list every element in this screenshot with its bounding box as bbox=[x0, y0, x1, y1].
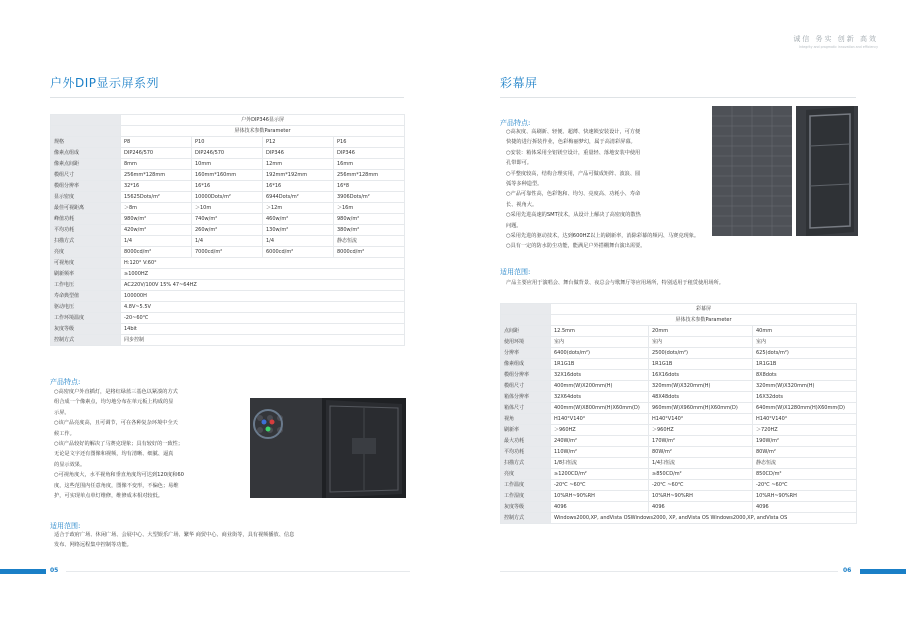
row-label: 像素点组成 bbox=[51, 148, 121, 159]
curtain-screen-photo bbox=[712, 106, 792, 236]
row-label: 点间距 bbox=[501, 326, 551, 337]
table-caption: 户外DIP346显示屏 bbox=[121, 115, 405, 126]
right-section-title: 彩幕屏 bbox=[500, 76, 538, 90]
table-cell: 16*8 bbox=[334, 181, 405, 192]
table-cell: 980w/m² bbox=[121, 214, 192, 225]
row-label: 工作湿度 bbox=[501, 491, 551, 502]
row-label: 工作环境温度 bbox=[51, 313, 121, 324]
table-cell: 32X64dots bbox=[551, 392, 649, 403]
table-cell: -20℃ ~60℃ bbox=[753, 480, 857, 491]
table-cell: 1/4 bbox=[121, 236, 192, 247]
table-cell: 130w/m² bbox=[263, 225, 334, 236]
table-cell: 256mm*128mm bbox=[121, 170, 192, 181]
table-row bbox=[51, 203, 405, 214]
table-cell: ＞960HZ bbox=[649, 425, 753, 436]
table-cell: 625(dots/m²) bbox=[753, 348, 857, 359]
right-footer-bar bbox=[860, 569, 906, 574]
led-module-photo bbox=[250, 398, 322, 498]
row-label: 控制方式 bbox=[501, 513, 551, 524]
row-label: 平均功耗 bbox=[501, 447, 551, 458]
table-subcaption-row bbox=[501, 315, 857, 326]
company-tagline-english: Integrity and pragmatic innovation and efficiency bbox=[799, 45, 878, 49]
table-cell: 12.5mm bbox=[551, 326, 649, 337]
table-cell: -20℃ ~60℃ bbox=[551, 480, 649, 491]
table-cell: 室内 bbox=[753, 337, 857, 348]
table-cell: 240W/m² bbox=[551, 436, 649, 447]
table-cell: 980w/m² bbox=[334, 214, 405, 225]
table-cell: 6400(dots/m²) bbox=[551, 348, 649, 359]
row-label: 驱动电压 bbox=[51, 302, 121, 313]
row-label: 亮度 bbox=[51, 247, 121, 258]
row-label: 模组分辨率 bbox=[51, 181, 121, 192]
table-cell: 260w/m² bbox=[192, 225, 263, 236]
left-footer-bar bbox=[0, 569, 46, 574]
feature-line: 的显示效果。 bbox=[54, 461, 86, 468]
table-cell: 室内 bbox=[551, 337, 649, 348]
feature-line: 问题。 bbox=[506, 222, 522, 229]
table-cell: ＞12m bbox=[263, 203, 334, 214]
feature-line: 度，这些范围内任意角度，图像不变形，不偏色；易维 bbox=[54, 482, 179, 489]
row-label: 刷新频率 bbox=[51, 269, 121, 280]
table-row bbox=[51, 181, 405, 192]
row-label: 分辨率 bbox=[501, 348, 551, 359]
table-caption-row bbox=[51, 115, 405, 126]
table-row bbox=[51, 258, 405, 269]
table-corner-cell bbox=[51, 115, 121, 126]
row-label: 可视角度 bbox=[51, 258, 121, 269]
feature-line: 长、视角大。 bbox=[506, 201, 538, 208]
table-row bbox=[501, 436, 857, 447]
table-row bbox=[501, 392, 857, 403]
curtain-frame-photo bbox=[796, 106, 858, 236]
table-row bbox=[501, 480, 857, 491]
feature-line: ○可视角度大，水平视角和垂直角度均可达到120度和60 bbox=[54, 472, 184, 479]
table-cell: ＞720HZ bbox=[753, 425, 857, 436]
table-cell: 6944Dots/m² bbox=[263, 192, 334, 203]
table-cell: 静态恒流 bbox=[334, 236, 405, 247]
left-usage-text bbox=[54, 530, 406, 551]
table-row bbox=[51, 159, 405, 170]
table-cell: DIP346 bbox=[263, 148, 334, 159]
table-cell: ＞960HZ bbox=[551, 425, 649, 436]
row-label: 显示密度 bbox=[51, 192, 121, 203]
table-cell: 4096 bbox=[753, 502, 857, 513]
row-label: 模组尺寸 bbox=[501, 381, 551, 392]
right-features-list bbox=[506, 127, 706, 252]
table-cell: 170W/m² bbox=[649, 436, 753, 447]
table-subcaption-row bbox=[51, 126, 405, 137]
row-label: 视角 bbox=[501, 414, 551, 425]
table-cell: 7000cd/m² bbox=[192, 247, 263, 258]
table-subcaption: 屏体技术参数Parameter bbox=[551, 315, 857, 326]
row-label: 模组尺寸 bbox=[51, 170, 121, 181]
table-row bbox=[501, 425, 857, 436]
row-label: 工作温度 bbox=[501, 480, 551, 491]
table-corner-cell bbox=[51, 126, 121, 137]
table-row bbox=[51, 269, 405, 280]
table-cell: 8000cd/m² bbox=[334, 247, 405, 258]
feature-line: ○具有一定的防水防尘功能，能满足户外搭棚舞台演出需要。 bbox=[506, 243, 646, 250]
table-row bbox=[51, 313, 405, 324]
table-row bbox=[51, 324, 405, 335]
feature-line: 示屏。 bbox=[54, 409, 70, 416]
table-cell: 320mm(W)X320mm(H) bbox=[649, 381, 753, 392]
table-cell: P12 bbox=[263, 137, 334, 148]
row-label: 箱体分辨率 bbox=[501, 392, 551, 403]
right-usage-heading: 适用范围: bbox=[500, 268, 531, 276]
table-cell: DIP346 bbox=[334, 148, 405, 159]
company-tagline: 诚信 务实 创新 高效 bbox=[793, 35, 878, 43]
table-row bbox=[51, 247, 405, 258]
usage-line: 适合于政府广场、休闲广场、会展中心、大型娱乐广场、繁华 商贸中心、商业街等，具有视频播放、信息 bbox=[54, 532, 295, 538]
table-row bbox=[501, 458, 857, 469]
left-features-list bbox=[54, 387, 234, 501]
table-cell: ≥850CD/m² bbox=[649, 469, 753, 480]
table-row bbox=[51, 137, 405, 148]
table-cell: 3906Dots/m² bbox=[334, 192, 405, 203]
table-cell: 320mm(W)X320mm(H) bbox=[753, 381, 857, 392]
table-cell: P16 bbox=[334, 137, 405, 148]
feature-line: ○高密度户外直插灯，是将红绿蓝三基色以紧凑的方式 bbox=[54, 389, 178, 395]
feature-line: ○该产品较好的解决了马赛克现象；具有较好的一致性； bbox=[54, 441, 184, 448]
table-cell: 20mm bbox=[649, 326, 753, 337]
table-cell: 10%RH~90%RH bbox=[649, 491, 753, 502]
table-cell: 400mm(W)X800mm(H)X60mm(D) bbox=[551, 403, 649, 414]
table-cell: 100000H bbox=[121, 291, 405, 302]
table-row bbox=[501, 502, 857, 513]
row-label: 灰度等级 bbox=[501, 502, 551, 513]
row-label: 控制方式 bbox=[51, 335, 121, 346]
table-cell: 960mm(W)X960mm(H)X60mm(D) bbox=[649, 403, 753, 414]
table-cell: 40mm bbox=[753, 326, 857, 337]
table-cell: ＞8m bbox=[121, 203, 192, 214]
feature-line: 快捷的进行拆装作业，色彩梅丽梦幻，属于高清彩屏幕。 bbox=[506, 139, 636, 146]
row-label: 刷新率 bbox=[501, 425, 551, 436]
table-cell: AC220V/100V 15% 47~64HZ bbox=[121, 280, 405, 291]
table-cell: 16mm bbox=[334, 159, 405, 170]
table-cell: ≥1200CD/m² bbox=[551, 469, 649, 480]
table-cell: 15625Dots/m² bbox=[121, 192, 192, 203]
table-caption: 彩幕屏 bbox=[551, 304, 857, 315]
table-cell: -20℃ ~60℃ bbox=[649, 480, 753, 491]
row-label: 使用环境 bbox=[501, 337, 551, 348]
table-row bbox=[51, 225, 405, 236]
table-cell: ≥1000HZ bbox=[121, 269, 405, 280]
table-cell: 16X16dots bbox=[649, 370, 753, 381]
table-cell: 740w/m² bbox=[192, 214, 263, 225]
table-row bbox=[501, 337, 857, 348]
row-label: 亮度 bbox=[501, 469, 551, 480]
table-row bbox=[51, 280, 405, 291]
table-cell: 80W/m² bbox=[753, 447, 857, 458]
table-row bbox=[501, 447, 857, 458]
feature-line: 无论是文字还有图像和视频，均有清晰、细腻、逼真 bbox=[54, 451, 174, 458]
led-module-image bbox=[250, 398, 322, 498]
left-title-divider bbox=[50, 97, 404, 98]
feature-line: 组合成一个像素点，均匀地分布在单元板上构成的显 bbox=[54, 399, 174, 406]
table-cell: Windows2000,XP, andVista OSWindows2000, XP, andVista OS Windows2000,XP, andVista OS bbox=[551, 513, 857, 524]
table-row bbox=[501, 326, 857, 337]
table-row bbox=[51, 302, 405, 313]
feature-line: ○采用先进的驱动技术，达到600HZ以上的刷新率，消除彩幕的频闪、马赛克现象。 bbox=[506, 233, 700, 240]
table-cell: 4096 bbox=[551, 502, 649, 513]
table-cell: 1R1G1B bbox=[551, 359, 649, 370]
table-cell: 8X8dots bbox=[753, 370, 857, 381]
table-row bbox=[51, 192, 405, 203]
table-cell: 48X48dots bbox=[649, 392, 753, 403]
row-label: 扫描方式 bbox=[51, 236, 121, 247]
table-cell: ＞10m bbox=[192, 203, 263, 214]
row-label: 扫描方式 bbox=[501, 458, 551, 469]
curtain-spec-table bbox=[500, 303, 857, 524]
table-cell: 6000cd/m² bbox=[263, 247, 334, 258]
table-cell: 1/4扫恒流 bbox=[649, 458, 753, 469]
row-label: 最佳可视距离 bbox=[51, 203, 121, 214]
row-label: 峰值功耗 bbox=[51, 214, 121, 225]
table-cell: H140°V140° bbox=[649, 414, 753, 425]
table-cell: 同步控制 bbox=[121, 335, 405, 346]
table-cell: 12mm bbox=[263, 159, 334, 170]
table-row bbox=[501, 403, 857, 414]
usage-line: 发布、网络远程集中控制等功能。 bbox=[54, 542, 132, 549]
table-cell: P8 bbox=[121, 137, 192, 148]
feature-line: 护，可实现单点单灯维修，维修成本相对较低。 bbox=[54, 493, 163, 500]
table-cell: -20~60℃ bbox=[121, 313, 405, 324]
row-label: 规格 bbox=[51, 137, 121, 148]
table-cell: H140°V140° bbox=[551, 414, 649, 425]
table-cell: 1R1G1B bbox=[753, 359, 857, 370]
table-cell: 14bit bbox=[121, 324, 405, 335]
table-cell: H140°V140° bbox=[753, 414, 857, 425]
table-cell: H:120° V:60° bbox=[121, 258, 405, 269]
left-footer-line bbox=[66, 571, 410, 572]
table-cell: 420w/m² bbox=[121, 225, 192, 236]
row-label: 平均功耗 bbox=[51, 225, 121, 236]
curtain-screen-image bbox=[712, 106, 792, 236]
curtain-frame-image bbox=[796, 106, 858, 236]
table-cell: 10000Dots/m² bbox=[192, 192, 263, 203]
row-label: 灰度等级 bbox=[51, 324, 121, 335]
row-label: 寿命典型值 bbox=[51, 291, 121, 302]
table-cell: 850CD/m² bbox=[753, 469, 857, 480]
led-cabinet-photo bbox=[322, 398, 406, 498]
table-cell: 640mm(W)X1280mm(H)X60mm(D) bbox=[753, 403, 857, 414]
feature-line: ○产品可靠性高，色彩饱和、均匀、亮度高、功耗小、寿命 bbox=[506, 191, 641, 198]
row-label: 像素组成 bbox=[501, 359, 551, 370]
led-cabinet-image bbox=[322, 398, 406, 498]
table-cell: 1/4 bbox=[192, 236, 263, 247]
table-row bbox=[51, 335, 405, 346]
table-row bbox=[501, 348, 857, 359]
table-cell: 2500(dots/m²) bbox=[649, 348, 753, 359]
table-cell: 8mm bbox=[121, 159, 192, 170]
row-label: 模组分辨率 bbox=[501, 370, 551, 381]
table-cell: 1/8扫恒流 bbox=[551, 458, 649, 469]
table-row bbox=[501, 491, 857, 502]
row-label: 最大功耗 bbox=[501, 436, 551, 447]
right-title-divider bbox=[500, 97, 856, 98]
table-cell: P10 bbox=[192, 137, 263, 148]
table-cell: 4.8V~5.5V bbox=[121, 302, 405, 313]
row-label: 工作电压 bbox=[51, 280, 121, 291]
dip-spec-table bbox=[50, 114, 405, 346]
feature-line: 孔带即可。 bbox=[506, 160, 532, 167]
table-row bbox=[501, 469, 857, 480]
feature-line: ○高灰度、高刷新、轻便、超薄、快速锁安装设计，可方便 bbox=[506, 129, 641, 135]
table-row bbox=[501, 513, 857, 524]
table-cell: 10mm bbox=[192, 159, 263, 170]
table-cell: 400mm(W)X200mm(H) bbox=[551, 381, 649, 392]
table-row bbox=[501, 359, 857, 370]
table-cell: 10%RH~90%RH bbox=[551, 491, 649, 502]
row-label: 箱体尺寸 bbox=[501, 403, 551, 414]
left-section-title: 户外DIP显示屏系列 bbox=[50, 76, 160, 90]
table-cell: 110W/m² bbox=[551, 447, 649, 458]
table-subcaption: 屏体技术参数Parameter bbox=[121, 126, 405, 137]
feature-line: ○平整度较高，结构合理实用，产品可做成矩阵、波浪、圆 bbox=[506, 170, 641, 177]
table-cell: DIP246/570 bbox=[192, 148, 263, 159]
table-cell: 1/4 bbox=[263, 236, 334, 247]
right-usage-text: 产品主要应用于演唱会、舞台做背景、夜总会与歌舞厅等应用场所，特别适用于租赁使用场所。 bbox=[506, 280, 724, 286]
table-cell: DIP246/570 bbox=[121, 148, 192, 159]
table-row bbox=[51, 236, 405, 247]
table-corner-cell bbox=[501, 315, 551, 326]
table-cell: ＞16m bbox=[334, 203, 405, 214]
feature-line: ○该产品亮度高，且可调节，可在各种复杂环境中全天 bbox=[54, 420, 178, 427]
left-page-number: 05 bbox=[50, 567, 59, 574]
table-cell: 16*16 bbox=[192, 181, 263, 192]
table-cell: 32X16dots bbox=[551, 370, 649, 381]
table-cell: 8000cd/m² bbox=[121, 247, 192, 258]
left-usage-heading: 适用范围: bbox=[50, 522, 81, 530]
right-features-heading: 产品特点: bbox=[500, 119, 531, 127]
table-cell: 室内 bbox=[649, 337, 753, 348]
table-caption-row bbox=[501, 304, 857, 315]
feature-line: 弧等多种造型。 bbox=[506, 181, 543, 188]
table-cell: 256mm*128mm bbox=[334, 170, 405, 181]
table-cell: 静态恒流 bbox=[753, 458, 857, 469]
table-row bbox=[51, 170, 405, 181]
table-corner-cell bbox=[501, 304, 551, 315]
feature-line: ○采用先进高速的SMT技术，从设计上解决了高密度的散热 bbox=[506, 212, 641, 219]
table-cell: 16X32dots bbox=[753, 392, 857, 403]
right-footer-line bbox=[500, 571, 838, 572]
table-row bbox=[51, 148, 405, 159]
left-features-heading: 产品特点: bbox=[50, 378, 81, 386]
feature-line: ○安装：箱体采用全铝镁空设计，重量轻、落地安装中使用 bbox=[506, 149, 641, 156]
table-cell: 190W/m² bbox=[753, 436, 857, 447]
table-cell: 80W/m² bbox=[649, 447, 753, 458]
table-cell: 160mm*160mm bbox=[192, 170, 263, 181]
table-row bbox=[51, 214, 405, 225]
table-cell: 380w/m² bbox=[334, 225, 405, 236]
table-cell: 32*16 bbox=[121, 181, 192, 192]
table-row bbox=[501, 414, 857, 425]
table-cell: 10%RH~90%RH bbox=[753, 491, 857, 502]
table-cell: 460w/m² bbox=[263, 214, 334, 225]
table-cell: 16*16 bbox=[263, 181, 334, 192]
table-cell: 1R1G1B bbox=[649, 359, 753, 370]
feature-line: 候工作。 bbox=[54, 430, 75, 437]
table-row bbox=[501, 370, 857, 381]
table-row bbox=[501, 381, 857, 392]
table-row bbox=[51, 291, 405, 302]
row-label: 像素点间距 bbox=[51, 159, 121, 170]
table-cell: 192mm*192mm bbox=[263, 170, 334, 181]
table-cell: 4096 bbox=[649, 502, 753, 513]
right-page-number: 06 bbox=[843, 567, 852, 574]
